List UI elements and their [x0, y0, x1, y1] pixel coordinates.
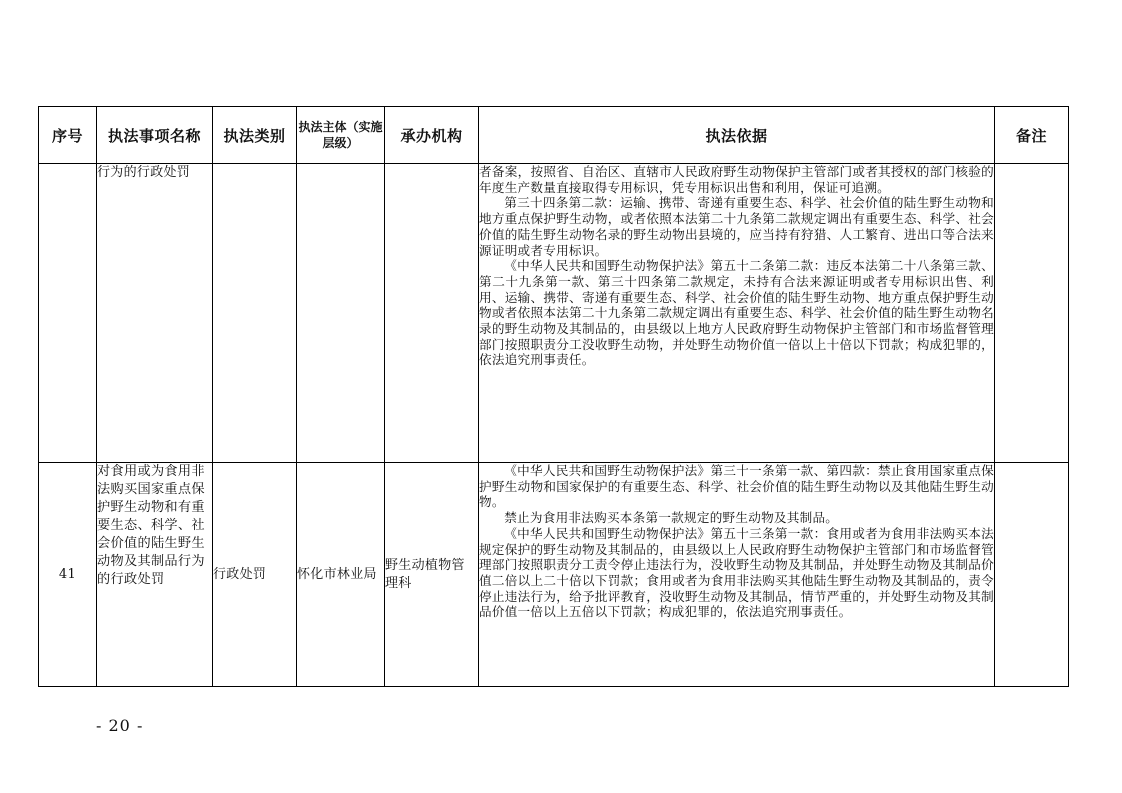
cell-item-name: 对食用或为食用非法购买国家重点保护野生动物和有重要生态、科学、社会价值的陆生野生动物及其制品行为的行政处罚 [97, 463, 213, 687]
header-basis: 执法依据 [479, 107, 995, 164]
cell-seq [39, 164, 97, 463]
cell-org: 野生动植物管理科 [385, 463, 479, 687]
basis-paragraph: 《中华人民共和国野生动物保护法》第三十一条第一款、第四款：禁止食用国家重点保护野生动物和国家保护的有重要生态、科学、社会价值的陆生野生动物以及其他陆生野生动物。 [479, 463, 994, 510]
cell-type [213, 164, 297, 463]
table-row [39, 463, 1069, 687]
cell-basis [479, 164, 995, 463]
cell-org [385, 164, 479, 463]
basis-paragraph: 《中华人民共和国野生动物保护法》第五十二条第二款：违反本法第二十八条第三款、第二十九条第一款、第三十四条第二款规定，未持有合法来源证明或者专用标识出售、利用、运输、携带、寄递有重要生态、科学、社会价值的陆生野生动物、地方重点保护野生动物或者依照本法第二十九条第二款规定调出有重要生态、科学、社会价值的陆生野生动物名录的野生动物及其制品的，由县级以上地方人民政府野生动物保护主管部门和市场监督管理部门按照职责分工没收野生动物，并处野生动物价值一倍以上十倍以下罚款；构成犯罪的，依法追究刑事责任。 [479, 258, 994, 368]
cell-seq: 41 [39, 463, 97, 687]
cell-type: 行政处罚 [213, 463, 297, 687]
basis-paragraph: 禁止为食用非法购买本条第一款规定的野生动物及其制品。 [504, 510, 839, 526]
cell-subject: 怀化市林业局 [297, 463, 385, 687]
cell-note [995, 463, 1069, 687]
cell-item-name: 行为的行政处罚 [97, 164, 213, 463]
basis-paragraph: 《中华人民共和国野生动物保护法》第五十三条第一款：食用或者为食用非法购买本法规定保护的野生动物及其制品的，由县级以上人民政府野生动物保护主管部门和市场监督管理部门按照职责分工责令停止违法行为，没收野生动物及其制品，并处野生动物及其制品价值二倍以上二十倍以下罚款；食用或者为食用非法购买其他陆生野生动物及其制品的，责令停止违法行为，给予批评教育，没收野生动物及其制品，情节严重的，并处野生动物及其制品价值一倍以上五倍以下罚款；构成犯罪的，依法追究刑事责任。 [479, 525, 994, 620]
basis-paragraph: 第三十四条第二款：运输、携带、寄递有重要生态、科学、社会价值的陆生野生动物和地方重点保护野生动物，或者依照本法第二十九条第二款规定调出有重要生态、科学、社会价值的陆生野生动物名录的野生动物出县境的，应当持有狩猎、人工繁育、进出口等合法来源证明或者专用标识。 [479, 195, 994, 258]
cell-subject [297, 164, 385, 463]
table-row [39, 164, 1069, 463]
page-number: - 20 - [96, 716, 144, 735]
header-seq: 序号 [39, 107, 97, 164]
basis-paragraph: 者备案，按照省、自治区、直辖市人民政府野生动物保护主管部门或者其授权的部门核验的年度生产数量直接取得专用标识，凭专用标识出售和利用，保证可追溯。 [479, 164, 994, 195]
header-note: 备注 [995, 107, 1069, 164]
header-type: 执法类别 [213, 107, 297, 164]
table-header-row [39, 107, 1069, 164]
header-subject: 执法主体（实施层级） [297, 107, 385, 164]
header-item-name: 执法事项名称 [97, 107, 213, 164]
cell-note [995, 164, 1069, 463]
enforcement-table [38, 106, 1069, 687]
cell-basis [479, 463, 995, 687]
header-org: 承办机构 [385, 107, 479, 164]
